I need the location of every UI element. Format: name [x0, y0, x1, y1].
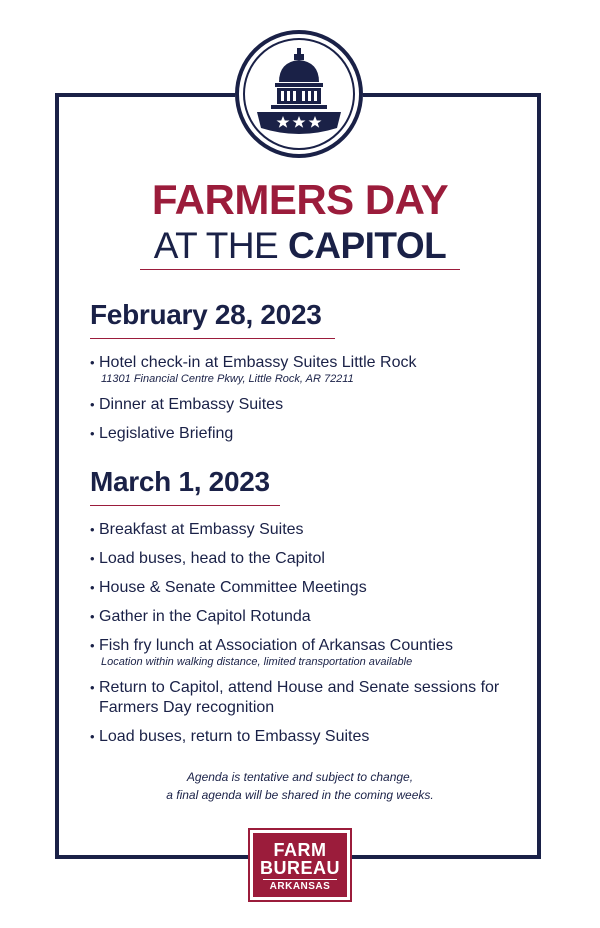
day-divider	[90, 505, 280, 506]
agenda-item-text: Load buses, head to the Capitol	[99, 550, 325, 567]
note-line-1: Agenda is tentative and subject to change,	[186, 770, 414, 784]
agenda-item-text: Dinner at Embassy Suites	[99, 396, 284, 413]
agenda-list	[90, 520, 510, 747]
day-divider	[90, 338, 335, 339]
agenda-item	[90, 424, 510, 444]
agenda-item	[90, 678, 510, 718]
day-date-heading: February 28, 2023	[90, 299, 322, 330]
agenda-item-text: Legislative Briefing	[99, 425, 234, 442]
day-date-heading: March 1, 2023	[90, 466, 270, 497]
agenda-item	[90, 578, 510, 598]
logo-divider	[263, 879, 337, 880]
agenda-item	[90, 395, 510, 415]
logo-line-1: FARM	[273, 840, 327, 860]
agenda-item-subtext: 11301 Financial Centre Pkwy, Little Rock, AR 72211	[101, 373, 354, 385]
title-line-1: FARMERS DAY	[151, 176, 449, 223]
event-title	[0, 176, 600, 268]
note-line-2: a final agenda will be shared in the coming weeks.	[166, 788, 434, 802]
agenda-item-text: House & Senate Committee Meetings	[99, 579, 367, 596]
agenda-item	[90, 607, 510, 627]
agenda-item	[90, 636, 510, 669]
agenda-item-text: Fish fry lunch at Association of Arkansas Counties	[99, 637, 453, 654]
agenda-item-text: Gather in the Capitol Rotunda	[99, 608, 311, 625]
title-line-2-bold: CAPITOL	[288, 225, 447, 266]
capitol-dome-icon	[235, 30, 363, 158]
agenda-item	[90, 549, 510, 569]
day-section-mar-1	[90, 465, 510, 756]
agenda-item-text: Return to Capitol, attend House and Senate sessions for Farmers Day recognition	[99, 679, 500, 716]
agenda-list	[90, 353, 510, 444]
agenda-item	[90, 520, 510, 540]
capitol-emblem	[235, 30, 363, 158]
agenda-item-text: Hotel check-in at Embassy Suites Little Rock	[99, 354, 417, 371]
agenda-item	[90, 727, 510, 747]
tentative-agenda-note	[0, 768, 600, 804]
title-line-2-light: AT THE	[153, 225, 289, 266]
agenda-item-text: Load buses, return to Embassy Suites	[99, 728, 370, 745]
agenda-item	[90, 353, 510, 386]
agenda-item-text: Breakfast at Embassy Suites	[99, 521, 304, 538]
title-divider	[140, 269, 460, 270]
farm-bureau-logo	[250, 830, 350, 900]
day-section-feb-28	[90, 298, 510, 453]
logo-line-2: BUREAU	[259, 858, 340, 878]
agenda-item-subtext: Location within walking distance, limited transportation available	[101, 656, 413, 668]
title-line-2	[0, 224, 600, 268]
logo-line-3: ARKANSAS	[269, 881, 331, 892]
